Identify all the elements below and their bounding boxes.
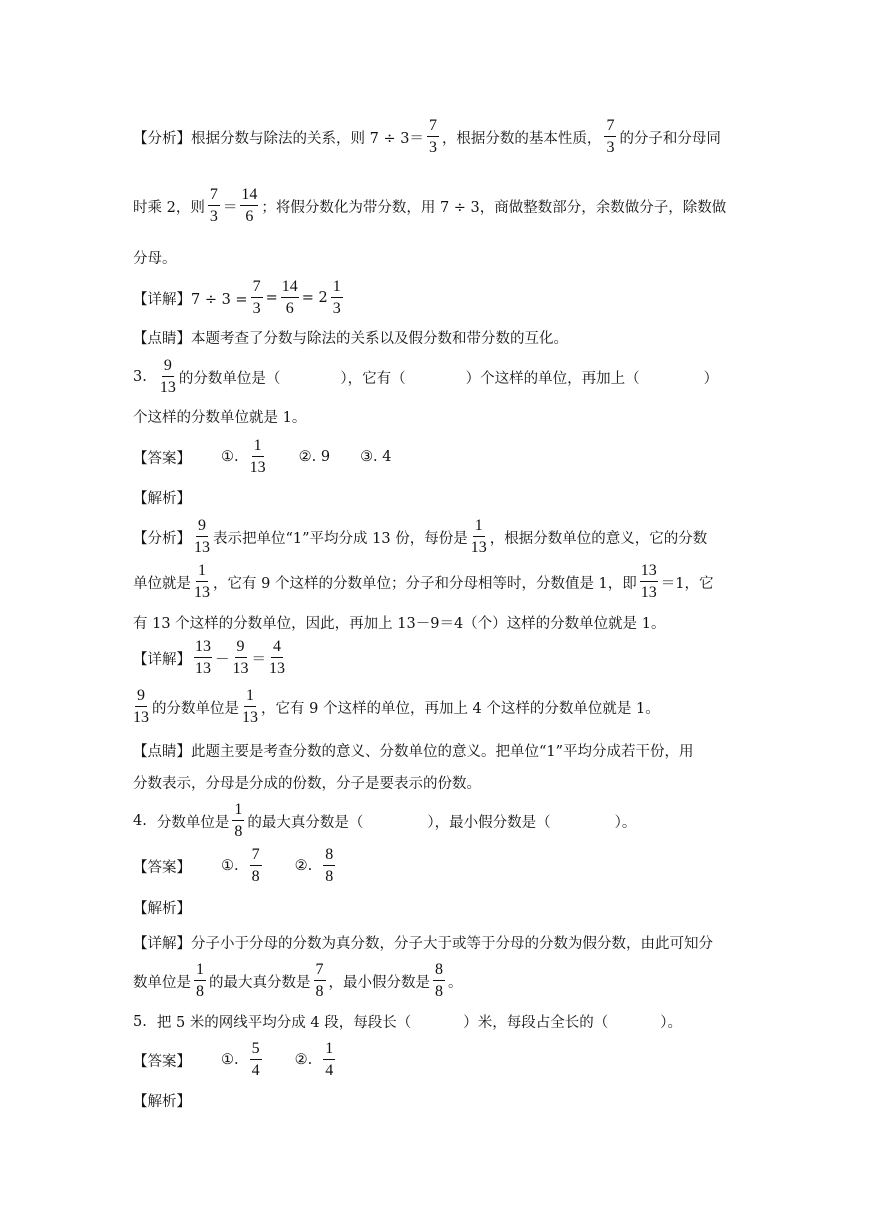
answer-item: ③. 4 [360, 449, 392, 465]
detail-line [133, 279, 346, 317]
analysis-text: 【分析】根据分数与除法的关系，则 7 ÷ 3＝ [133, 130, 424, 147]
fraction: $\frac{1}{8}$ [234, 801, 243, 840]
analysis-line: 【分析】 $\frac{9}{13}$ 表示把单位“1”平均分成 13 份，每份是 $\frac{1}{13}$ ，根据分数单位的意义，它的分数 [133, 517, 708, 556]
fraction: $\frac{7}{3}$ [428, 117, 437, 156]
fraction: $\frac{7}{3}$ [252, 278, 261, 317]
question-3 [133, 358, 718, 396]
answer-row: 【答案】 ①. $\frac{7}{8}$ ②. $\frac{8}{8}$ [133, 846, 334, 885]
question-text: 的分数单位是（ [178, 370, 281, 387]
question-text: ） [703, 370, 719, 387]
fraction: $\frac{9}{13}$ [133, 687, 149, 726]
explanation-heading: 【解析】 [133, 491, 191, 507]
fraction: $\frac{1}{13}$ [470, 517, 487, 556]
detail-line: $\frac{9}{13}$ 的分数单位是 $\frac{1}{13}$ ，它有 9 个这样的单位，再加上 4 个这样的分数单位就是 1。 [133, 687, 660, 726]
comment-text: 【点睛】本题考查了分数与除法的关系以及假分数和带分数的互化。 [133, 331, 568, 347]
fraction: $\frac{7}{8}$ [251, 846, 260, 885]
answer-item: ②. 9 [298, 449, 331, 465]
answer-label: 【答案】 [133, 859, 191, 876]
fraction: $\frac{7}{3}$ [606, 117, 615, 156]
question-3-line-2 [133, 406, 306, 427]
answer-label: 【答案】 [133, 1053, 191, 1070]
analysis-line: 单位就是 $\frac{1}{13}$ ，它有 9 个这样的分数单位；分子和分母相等时，分数值是 1，即 $\frac{13}{13}$ ＝1，它 [133, 562, 714, 601]
question-text: ），它有（ [340, 370, 406, 387]
answer-row [133, 438, 392, 476]
question-number: 4. [133, 813, 147, 829]
analysis-text: ；将假分数化为带分数，用 7 ÷ 3，商做整数部分，余数做分子，除数做 [261, 199, 727, 216]
fraction: $\frac{13}{13}$ [640, 562, 657, 601]
answer-row: 【答案】 ①. $\frac{5}{4}$ ②. $\frac{1}{4}$ [133, 1040, 334, 1079]
analysis-line: 有 13 个这样的分数单位，因此，再加上 13－9＝4（个）这样的分数单位就是 1。 [133, 616, 666, 632]
comment-line: 【点睛】此题主要是考查分数的意义、分数单位的意义。把单位“1”平均分成若干份，用 [133, 744, 694, 760]
fraction: $\frac{9}{13}$ [194, 517, 210, 556]
fraction: $\frac{14}{6}$ [281, 278, 298, 317]
answer-label: 【答案】 [133, 450, 191, 467]
fraction: $\frac{1}{8}$ [196, 961, 204, 1000]
fraction: $\frac{9}{13}$ [159, 357, 176, 396]
fraction: $\frac{7}{3}$ [209, 186, 218, 225]
fraction: $\frac{9}{13}$ [232, 638, 249, 677]
detail-line: 【详解】分子小于分母的分数为真分数，分子大于或等于分母的分数为假分数，由此可知分 [133, 936, 713, 952]
fraction: $\frac{7}{8}$ [315, 961, 324, 1000]
fraction: $\frac{1}{3}$ [332, 278, 341, 317]
fraction: $\frac{1}{4}$ [325, 1040, 334, 1079]
question-4: 4. 分数单位是 $\frac{1}{8}$ 的最大真分数是（ ），最小假分数是（ ）。 [133, 801, 637, 840]
analysis-text: ，根据分数的基本性质， [441, 130, 602, 147]
comment-line [133, 327, 568, 348]
question-text: ）个这样的单位，再加上（ [465, 370, 640, 387]
fraction: $\frac{4}{13}$ [269, 638, 285, 677]
question-number: 3. [133, 369, 147, 385]
fraction: $\frac{8}{8}$ [325, 846, 334, 885]
explanation-heading: 【解析】 [133, 1094, 191, 1110]
analysis-text: 时乘 2，则 [133, 199, 205, 216]
analysis-line-1 [133, 118, 721, 156]
fraction: $\frac{1}{13}$ [242, 687, 258, 726]
analysis-text: 分母。 [133, 251, 177, 267]
equals-sign: ＝ [222, 199, 238, 216]
answer-item: ①. [221, 449, 239, 465]
question-5: 5. 把 5 米的网线平均分成 4 段，每段长（ ）米，每段占全长的（ ）。 [133, 1013, 682, 1031]
fraction: $\frac{14}{6}$ [241, 186, 258, 225]
question-text: 个这样的分数单位就是 1。 [133, 410, 307, 426]
comment-line: 分数表示，分母是分成的份数，分子是要表示的份数。 [133, 776, 481, 792]
detail-text: = 2 [301, 290, 328, 306]
explanation-heading: 【解析】 [133, 901, 191, 917]
analysis-text: 的分子和分母同 [619, 130, 721, 147]
analysis-line-3 [133, 247, 177, 268]
question-number: 5. [133, 1013, 147, 1030]
analysis-line-2 [133, 187, 726, 225]
fraction: $\frac{5}{4}$ [251, 1040, 260, 1079]
detail-text: 【详解】7 ÷ 3 = [133, 291, 248, 308]
detail-line: 数单位是 $\frac{1}{8}$ 的最大真分数是 $\frac{7}{8}$ ，最小假分数是 $\frac{8}{8}$ 。 [133, 961, 463, 1000]
equals-sign: = [265, 290, 278, 306]
detail-line: 【详解】 $\frac{13}{13}$ － $\frac{9}{13}$ ＝ $\frac{4}{13}$ [133, 638, 285, 677]
fraction: $\frac{8}{8}$ [435, 961, 443, 1000]
fraction: $\frac{13}{13}$ [195, 638, 211, 677]
fraction: $\frac{1}{13}$ [194, 562, 210, 601]
fraction: $\frac{1}{13}$ [249, 437, 266, 476]
